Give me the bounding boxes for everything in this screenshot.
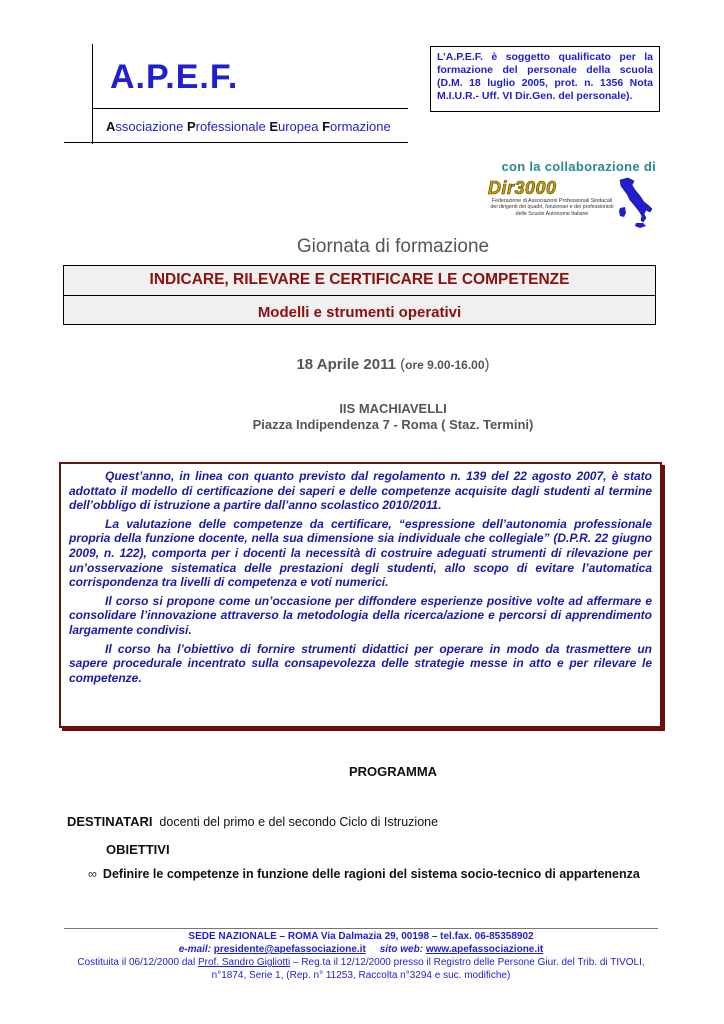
description-box: [59, 462, 662, 728]
infinity-bullet-icon: ∞: [88, 867, 97, 881]
assoc-cap-p: P: [186, 119, 196, 134]
footer-address: SEDE NAZIONALE – ROMA Via Dalmazia 29, 00198 – tel.fax. 06-85358902: [188, 931, 534, 942]
apef-logo: A.P.E.F.: [110, 58, 239, 96]
website-label: sito web:: [379, 944, 424, 955]
header-divider-bottom: [64, 142, 408, 143]
objectives-heading: OBIETTIVI: [106, 842, 170, 857]
event-hours: ore 9.00-16.00: [405, 358, 485, 372]
assoc-cap-a: A: [106, 119, 116, 134]
website-link[interactable]: www.apefassociazione.it: [425, 944, 544, 955]
assoc-rest-e: uropea: [278, 119, 323, 134]
program-heading: PROGRAMMA: [348, 764, 438, 779]
assoc-cap-f: F: [322, 119, 331, 134]
assoc-cap-e: E: [269, 119, 278, 134]
dir3000-subtitle: Federazione di Associazioni Professionali Sindacali dei dirigenti dei quadri, funzionari e dei professionisti delle Scuole Autonome Italiane: [490, 198, 614, 217]
dir3000-logo: [486, 178, 656, 230]
objective-item: [88, 866, 650, 882]
description-paragraph: La valutazione delle competenze da certificare, “espressione dell’autonomia professionale propria della funzione docente, nella sua dimensione sia individuale che collegiale” (D.P.R. 22 giugno 2009, n. 122), comporta per i docenti la necessità di costruire adeguati strumenti di rilevazione per un’osservazione sistematica delle prestazioni degli studenti, allo scopo di evitare l’automatica corrispondenza tra livelli di competenza e voti numerici.: [69, 516, 652, 590]
founder-name: Prof. Sandro Gigliotti: [197, 957, 291, 968]
footer-legal-b: – Reg.ta il 12/12/2000 presso il Registro delle Persone Giur. del Trib. di TIVOLI, n°1874, Serie 1, (Rep. n° 11253, Raccolta n°3294 e suc. modifiche): [211, 957, 645, 981]
email-link[interactable]: presidente@apefassociazione.it: [213, 944, 366, 955]
italy-map-icon: [616, 176, 658, 230]
venue-address: Piazza Indipendenza 7 - Roma ( Staz. Termini): [252, 417, 534, 432]
recipients-label: DESTINATARI: [67, 814, 153, 829]
assoc-rest-f: ormazione: [330, 119, 391, 134]
description-paragraph: Il corso si propone come un’occasione per diffondere esperienze positive volte ad affermare e consolidare l’innovazione attraverso la metodologia della ricerca/azione e percorsi di apprendimento largamente condivisi.: [69, 593, 652, 637]
recipients-text: docenti del primo e del secondo Ciclo di Istruzione: [159, 815, 439, 829]
footer-divider: [64, 928, 658, 929]
event-date-day: 18 Aprile 2011: [296, 356, 396, 373]
qualification-box: L’A.P.E.F. è soggetto qualificato per la formazione del personale della scuola (D.M. 18 luglio 2005, prot. n. 1356 Nota M.I.U.R.- Uff. VI Dir.Gen. del personale).: [430, 46, 660, 112]
recipients: [67, 814, 438, 829]
assoc-rest-a: ssociazione: [115, 119, 187, 134]
header-divider-vertical: [92, 44, 93, 144]
association-name: [106, 119, 391, 134]
footer-legal-a: Costituita il 06/12/2000 dal: [77, 957, 198, 968]
email-label: e-mail:: [178, 944, 211, 955]
description-paragraph: Quest’anno, in linea con quanto previsto dal regolamento n. 139 del 22 agosto 2007, è stato adottato il modello di certificazione dei saperi e delle competenze acquisite dagli studenti al termine dell’obbligo di istruzione a partire dall’anno scolastico 2010/2011.: [69, 469, 652, 513]
objective-text: Definire le competenze in funzione delle ragioni del sistema socio-tecnico di appartenenza: [102, 867, 640, 881]
footer-legal: [64, 957, 658, 982]
event-subtitle: Modelli e strumenti operativi: [257, 304, 462, 321]
venue-name: IIS MACHIAVELLI: [339, 401, 447, 416]
description-paragraph: Il corso ha l’obiettivo di fornire strumenti didattici per operare in modo da trasmettere un sapere procedurale incentrato sulla consapevolezza delle strategie messe in atto e per rilevare le competenze.: [69, 641, 652, 685]
collaboration-label: con la collaborazione di: [501, 159, 656, 174]
assoc-rest-p: rofessionale: [195, 119, 270, 134]
header-divider-top: [92, 108, 408, 109]
event-date: 18 Aprile 2011 (ore 9.00-16.00): [296, 356, 490, 373]
title-box-divider: [63, 295, 656, 296]
dir3000-wordmark: Dir3000: [488, 178, 557, 198]
event-title: INDICARE, RILEVARE E CERTIFICARE LE COMPETENZE: [149, 271, 570, 288]
event-heading: Giornata di formazione: [296, 236, 490, 257]
footer-contacts: [64, 944, 658, 957]
